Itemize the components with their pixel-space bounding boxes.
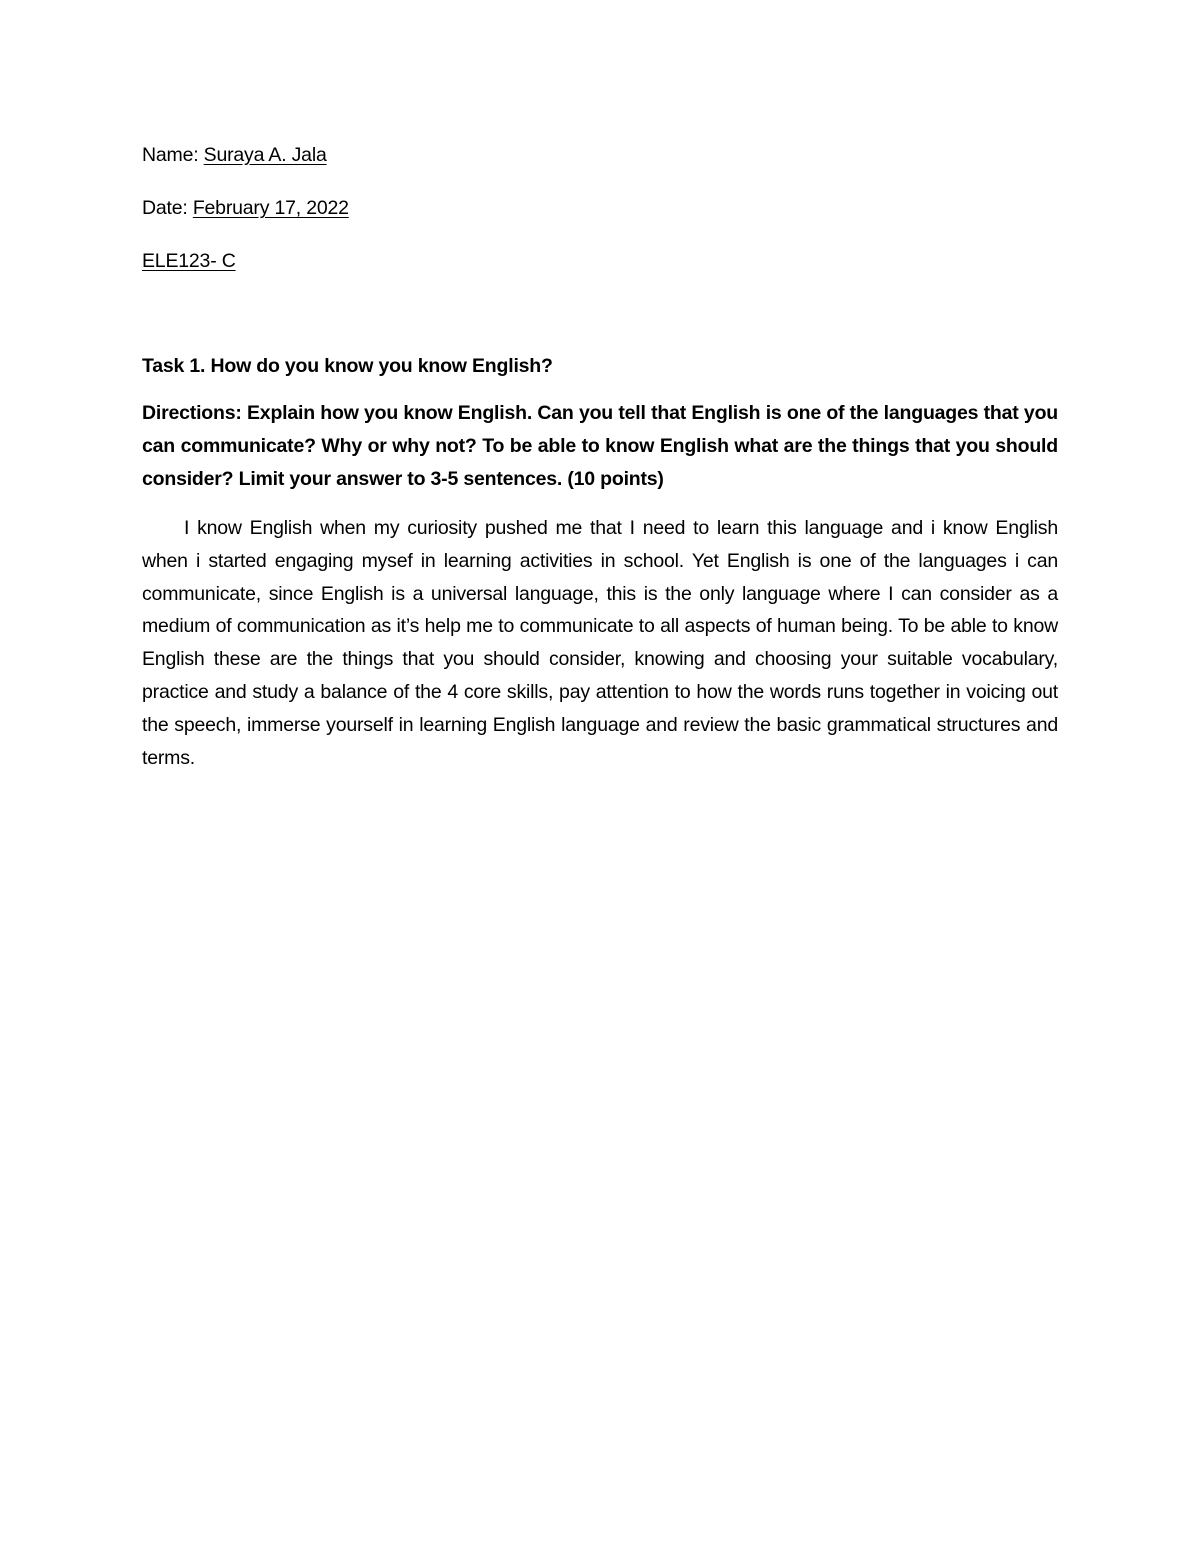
task-title: Task 1. How do you know you know English? — [142, 355, 553, 377]
task-directions: Directions: Explain how you know English. Can you tell that English is one of the languages that you can communicate? Why or why not? To be able to know English what are the things that you should consider? Limit your answer to 3-5 sentences. (10 points) — [142, 402, 1058, 490]
date-label: Date: — [142, 197, 188, 219]
course-code: ELE123- C — [142, 250, 236, 272]
document-content — [142, 138, 1058, 774]
date-line — [142, 191, 1058, 226]
submission-date: February 17, 2022 — [192, 197, 349, 219]
course-line — [142, 244, 1058, 279]
student-name: Suraya A. Jala — [203, 144, 327, 166]
answer-paragraph: I know English when my curiosity pushed me that I need to learn this language and i know English when i started engaging mysef in learning activities in school. Yet English is one of the languages i can communicate, since English is a universal language, this is the only language where I can consider as a medium of communication as it’s help me to communicate to all aspects of human being. To be able to know English these are the things that you should consider, knowing and choosing your suitable vocabulary, practice and study a balance of the 4 core skills, pay attention to how the words runs together in voicing out the speech, immerse yourself in learning English language and review the basic grammatical structures and terms. — [142, 517, 1058, 769]
name-line — [142, 138, 1058, 173]
name-label: Name: — [142, 144, 199, 166]
